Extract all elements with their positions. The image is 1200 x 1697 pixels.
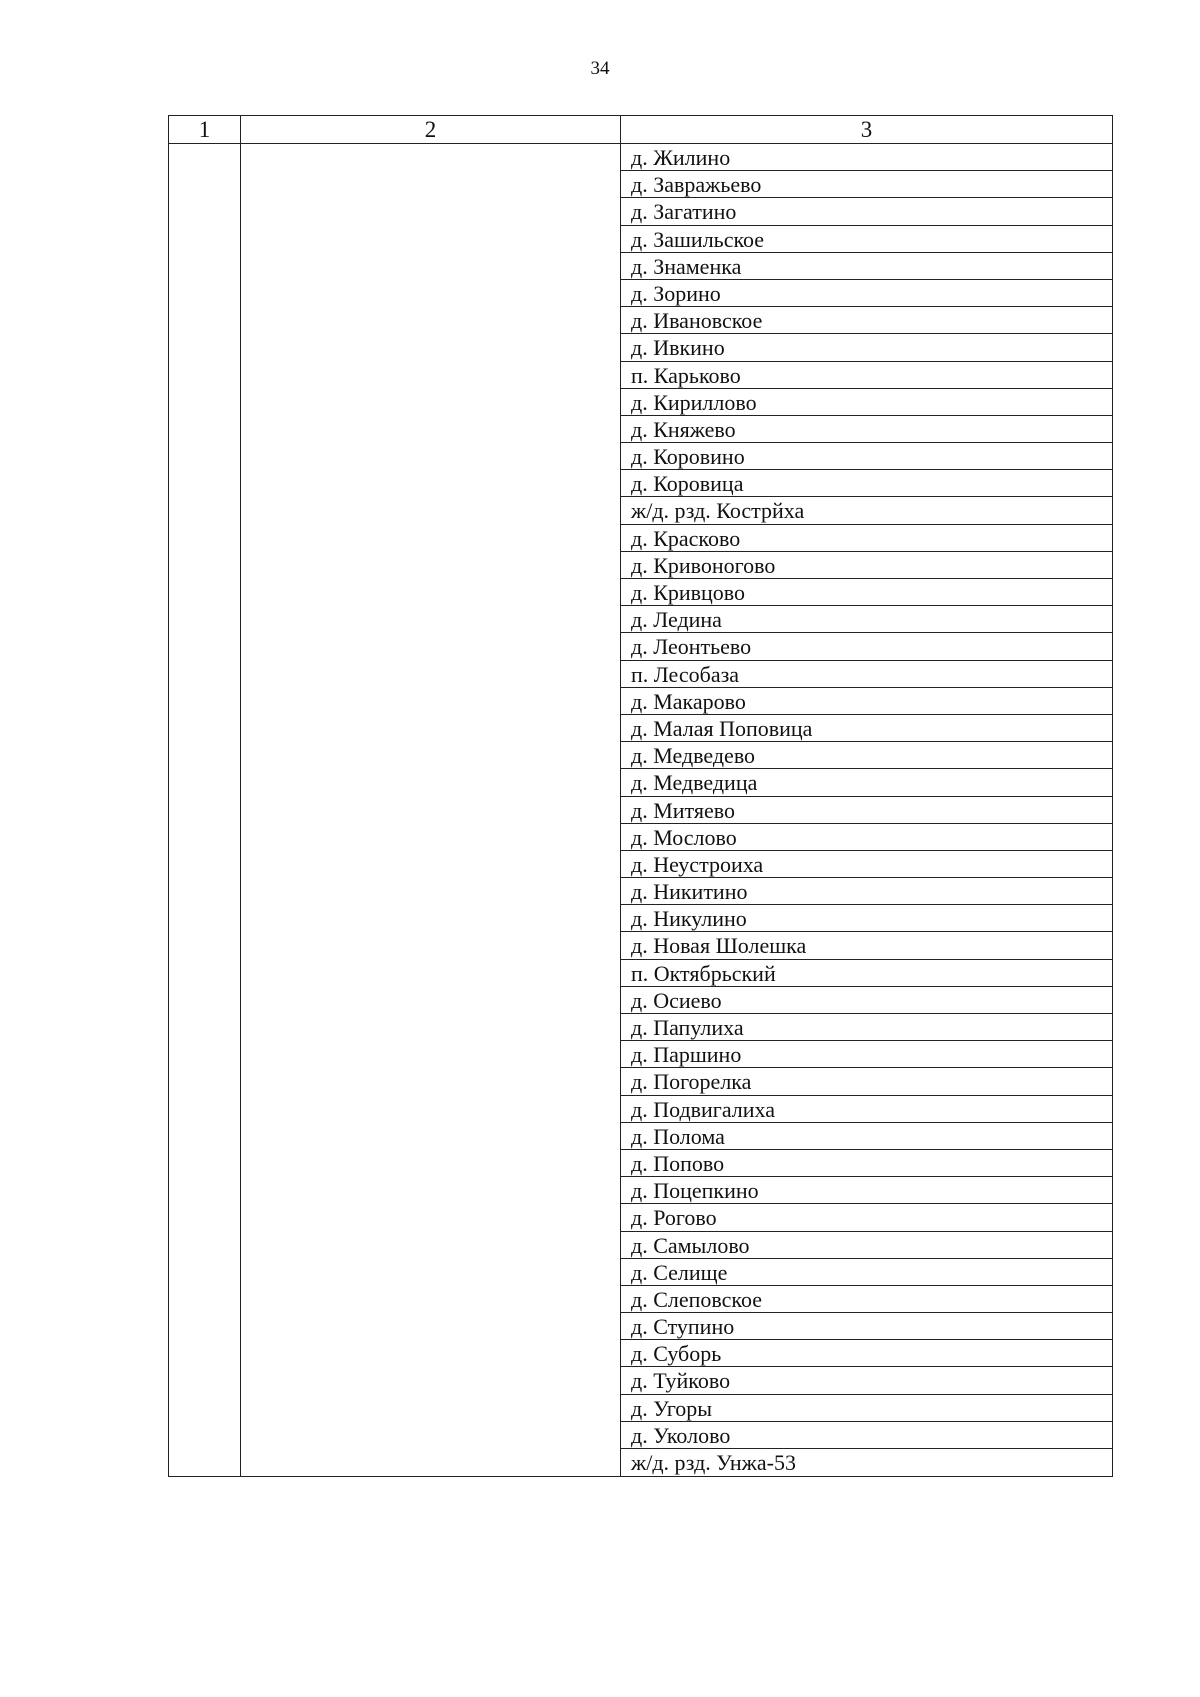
column-header-1: 1 [169,116,241,144]
column-header-2: 2 [241,116,621,144]
settlement-item: д. Суборь [621,1340,1112,1367]
column-2-cell [241,144,621,1477]
settlement-item: д. Уколово [621,1422,1112,1449]
settlement-item: д. Селище [621,1259,1112,1286]
settlement-item: д. Неустроиха [621,851,1112,878]
settlement-item: д. Паршино [621,1041,1112,1068]
settlement-item: д. Рогово [621,1204,1112,1231]
settlement-item: д. Туйково [621,1367,1112,1394]
settlements-table [168,115,1113,1477]
settlement-item: д. Мослово [621,824,1112,851]
settlement-item: д. Угоры [621,1395,1112,1422]
settlement-item: д. Подвигалиха [621,1096,1112,1123]
column-3-cell [621,144,1113,1477]
settlement-item: д. Знаменка [621,253,1112,280]
settlement-item: д. Завражьево [621,171,1112,198]
column-1-cell [169,144,241,1477]
settlement-item: д. Леонтьево [621,633,1112,660]
settlement-item: д. Зашильское [621,226,1112,253]
settlement-item: д. Осиево [621,987,1112,1014]
table-body-row [169,144,1113,1477]
settlement-item: д. Кириллово [621,389,1112,416]
settlement-item: ж/д. рзд. Унжа-53 [631,1450,796,1475]
settlement-item: д. Ступино [621,1313,1112,1340]
settlement-item: д. Новая Шолешка [621,932,1112,959]
page-number: 34 [590,58,610,79]
settlement-item: д. Слеповское [621,1286,1112,1313]
settlement-item: д. Самылово [621,1232,1112,1259]
settlement-item: д. Поцепкино [621,1177,1112,1204]
settlement-item: д. Папулиха [621,1014,1112,1041]
settlement-item: д. Зорино [621,280,1112,307]
settlement-item: д. Малая Поповица [621,715,1112,742]
settlement-item: д. Красково [621,525,1112,552]
settlement-item: д. Княжево [621,416,1112,443]
settlement-item: п. Лесобаза [621,661,1112,688]
settlement-item: д. Кривцово [621,579,1112,606]
settlement-item: п. Октябрьский [621,960,1112,987]
table-header-row [169,116,1113,144]
settlement-item: д. Медведево [621,742,1112,769]
settlement-list [621,144,1112,1476]
settlement-item: д. Попово [621,1150,1112,1177]
settlement-item: д. Погорелка [621,1068,1112,1095]
settlement-item: п. Карьково [621,362,1112,389]
settlement-item: д. Жилино [621,144,1112,171]
settlement-item: д. Полома [621,1123,1112,1150]
settlement-item: д. Митяево [621,797,1112,824]
settlement-item: д. Макарово [621,688,1112,715]
settlement-item: д. Ледина [621,606,1112,633]
settlement-item: ж/д. рзд. Кострйха [621,497,1112,524]
settlement-item: д. Никулино [621,905,1112,932]
settlement-item: д. Кривоногово [621,552,1112,579]
settlement-item: д. Ивкино [621,334,1112,361]
settlement-item: д. Загатино [621,198,1112,225]
settlement-item: д. Коровино [621,443,1112,470]
settlement-item: д. Ивановское [621,307,1112,334]
settlement-item: д. Коровица [621,470,1112,497]
settlement-item: д. Никитино [621,878,1112,905]
settlement-item: д. Медведица [621,769,1112,796]
column-header-3: 3 [621,116,1113,144]
